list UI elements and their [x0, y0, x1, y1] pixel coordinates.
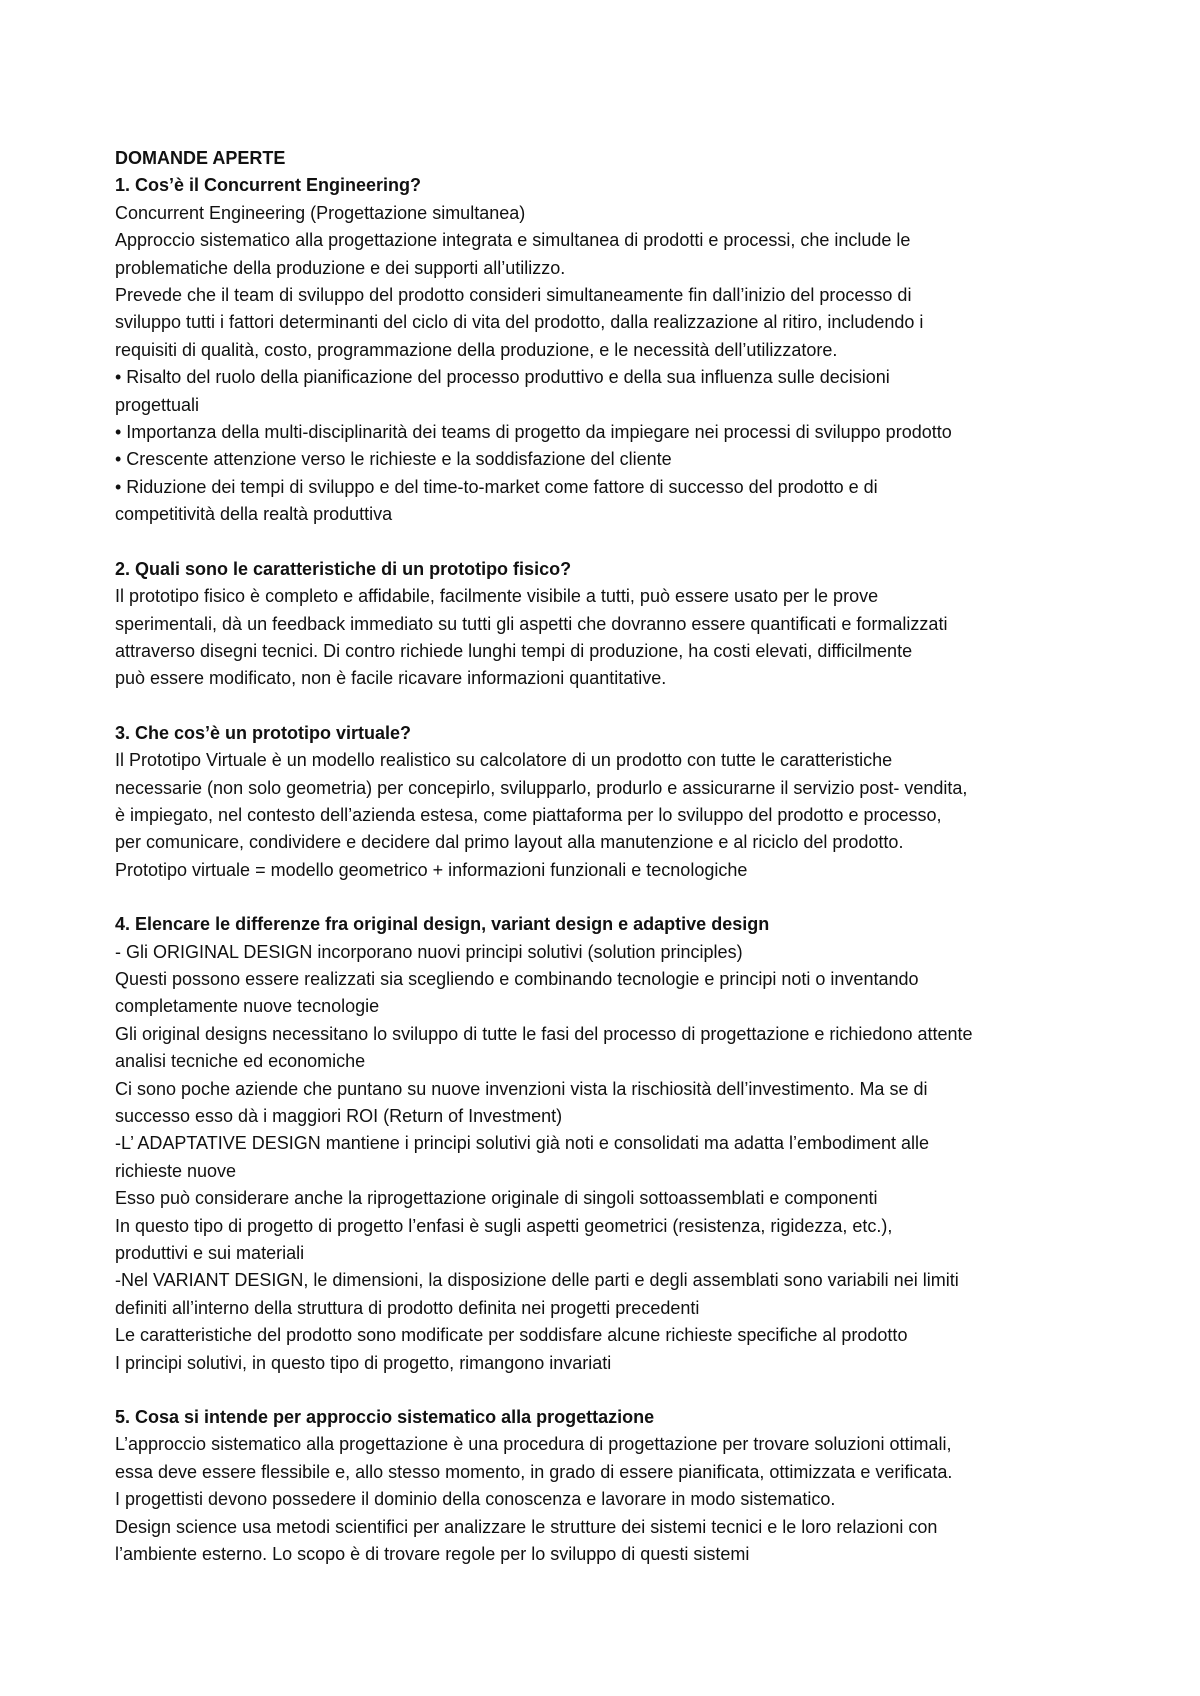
question-4-line: -L’ ADAPTATIVE DESIGN mantiene i principi solutivi già noti e consolidati ma adatta l’embodiment alle — [115, 1133, 930, 1154]
question-4-line: -Nel VARIANT DESIGN, le dimensioni, la disposizione delle parti e degli assemblati sono variabili nei limiti — [115, 1270, 959, 1291]
question-3-line: Il Prototipo Virtuale è un modello realistico su calcolatore di un prodotto con tutte le caratteristiche — [115, 750, 893, 771]
question-1-bullet: • Risalto del ruolo della pianificazione del processo produttivo e della sua influenza sulle decisioni — [115, 367, 890, 388]
section-gap — [115, 1377, 1115, 1404]
question-3-line: per comunicare, condividere e decidere dal primo layout alla manutenzione e al riciclo del prodotto. — [115, 832, 904, 853]
question-1-bullet: • Importanza della multi-disciplinarità dei teams di progetto da impiegare nei processi di sviluppo prodotto — [115, 422, 952, 443]
question-4-line: Questi possono essere realizzati sia scegliendo e combinando tecnologie e principi noti o inventando — [115, 968, 919, 989]
section-gap — [115, 693, 1115, 720]
question-1-line: sviluppo tutti i fattori determinanti del ciclo di vita del prodotto, dalla realizzazione al ritiro, includendo i — [115, 312, 924, 333]
question-4-line: completamente nuove tecnologie — [115, 996, 380, 1017]
question-1-line: problematiche della produzione e dei supporti all’utilizzo. — [115, 257, 566, 278]
question-2-line: attraverso disegni tecnici. Di contro richiede lunghi tempi di produzione, ha costi elevati, difficilmente — [115, 640, 913, 661]
question-5-line: l’ambiente esterno. Lo scopo è di trovare regole per lo sviluppo di questi sistemi — [115, 1544, 750, 1565]
question-5-line: L’approccio sistematico alla progettazione è una procedura di progettazione per trovare soluzioni ottimali, — [115, 1434, 952, 1455]
question-1-line: Approccio sistematico alla progettazione integrata e simultanea di prodotti e processi, che include le — [115, 230, 911, 251]
question-4-heading: 4. Elencare le differenze fra original design, variant design e adaptive design — [115, 914, 770, 935]
question-2-line: può essere modificato, non è facile ricavare informazioni quantitative. — [115, 668, 667, 689]
question-4-line: Esso può considerare anche la riprogettazione originale di singoli sottoassemblati e componenti — [115, 1188, 878, 1209]
question-3-line: Prototipo virtuale = modello geometrico + informazioni funzionali e tecnologiche — [115, 859, 748, 880]
question-4-line: Ci sono poche aziende che puntano su nuove invenzioni vista la rischiosità dell’investimento. Ma se di — [115, 1078, 928, 1099]
question-4-line: I principi solutivi, in questo tipo di progetto, rimangono invariati — [115, 1352, 612, 1373]
question-4-line: definiti all’interno della struttura di prodotto definita nei progetti precedenti — [115, 1297, 700, 1318]
question-4-line: richieste nuove — [115, 1160, 237, 1181]
question-1-heading: 1. Cos’è il Concurrent Engineering? — [115, 175, 422, 196]
question-3-line: è impiegato, nel contesto dell’azienda estesa, come piattaforma per lo sviluppo del prodotto e processo, — [115, 804, 942, 825]
question-4-line: successo esso dà i maggiori ROI (Return of Investment) — [115, 1106, 563, 1126]
question-4-line: Gli original designs necessitano lo sviluppo di tutte le fasi del processo di progettazione e richiedono attente — [115, 1023, 973, 1044]
question-4-line: produttivi e sui materiali — [115, 1243, 305, 1264]
question-5-line: Design science usa metodi scientifici per analizzare le strutture dei sistemi tecnici e le loro relazioni con — [115, 1516, 938, 1537]
question-3-line: necessarie (non solo geometria) per concepirlo, svilupparlo, produrlo e assicurarne il servizio post- vendita, — [115, 777, 968, 798]
question-2-heading: 2. Quali sono le caratteristiche di un prototipo fisico? — [115, 558, 572, 579]
question-2-line: sperimentali, dà un feedback immediato su tutti gli aspetti che dovranno essere quantificati e formalizzati — [115, 613, 948, 634]
question-4-line: Le caratteristiche del prodotto sono modificate per soddisfare alcune richieste specifiche al prodotto — [115, 1325, 908, 1346]
question-5-heading: 5. Cosa si intende per approccio sistematico alla progettazione — [115, 1407, 655, 1428]
question-1-line: requisiti di qualità, costo, programmazione della produzione, e le necessità dell’utilizzatore. — [115, 339, 838, 360]
document-title: DOMANDE APERTE — [115, 148, 286, 168]
question-1-bullet: • Crescente attenzione verso le richieste e la soddisfazione del cliente — [115, 449, 672, 470]
section-gap — [115, 529, 1115, 556]
question-1-line: Prevede che il team di sviluppo del prodotto consideri simultaneamente fin dall’inizio del processo di — [115, 285, 912, 306]
question-2-line: Il prototipo fisico è completo e affidabile, facilmente visibile a tutti, può essere usato per le prove — [115, 586, 879, 607]
question-1-line: competitività della realtà produttiva — [115, 504, 393, 525]
document-page — [115, 145, 1115, 1569]
question-4-line: - Gli ORIGINAL DESIGN incorporano nuovi principi solutivi (solution principles) — [115, 941, 743, 962]
question-5-line: I progettisti devono possedere il dominio della conoscenza e lavorare in modo sistematico. — [115, 1489, 836, 1510]
question-5-line: essa deve essere flessibile e, allo stesso momento, in grado di essere pianificata, ottimizzata e verificata. — [115, 1461, 953, 1482]
question-4-line: In questo tipo di progetto di progetto l’enfasi è sugli aspetti geometrici (resistenza, rigidezza, etc.), — [115, 1215, 893, 1236]
question-1-line: Concurrent Engineering (Progettazione simultanea) — [115, 202, 526, 223]
question-1-bullet: • Riduzione dei tempi di sviluppo e del time-to-market come fattore di successo del prodotto e di — [115, 476, 878, 497]
section-gap — [115, 884, 1115, 911]
question-3-heading: 3. Che cos’è un prototipo virtuale? — [115, 722, 412, 743]
question-4-line: analisi tecniche ed economiche — [115, 1051, 366, 1072]
question-1-line: progettuali — [115, 394, 200, 415]
